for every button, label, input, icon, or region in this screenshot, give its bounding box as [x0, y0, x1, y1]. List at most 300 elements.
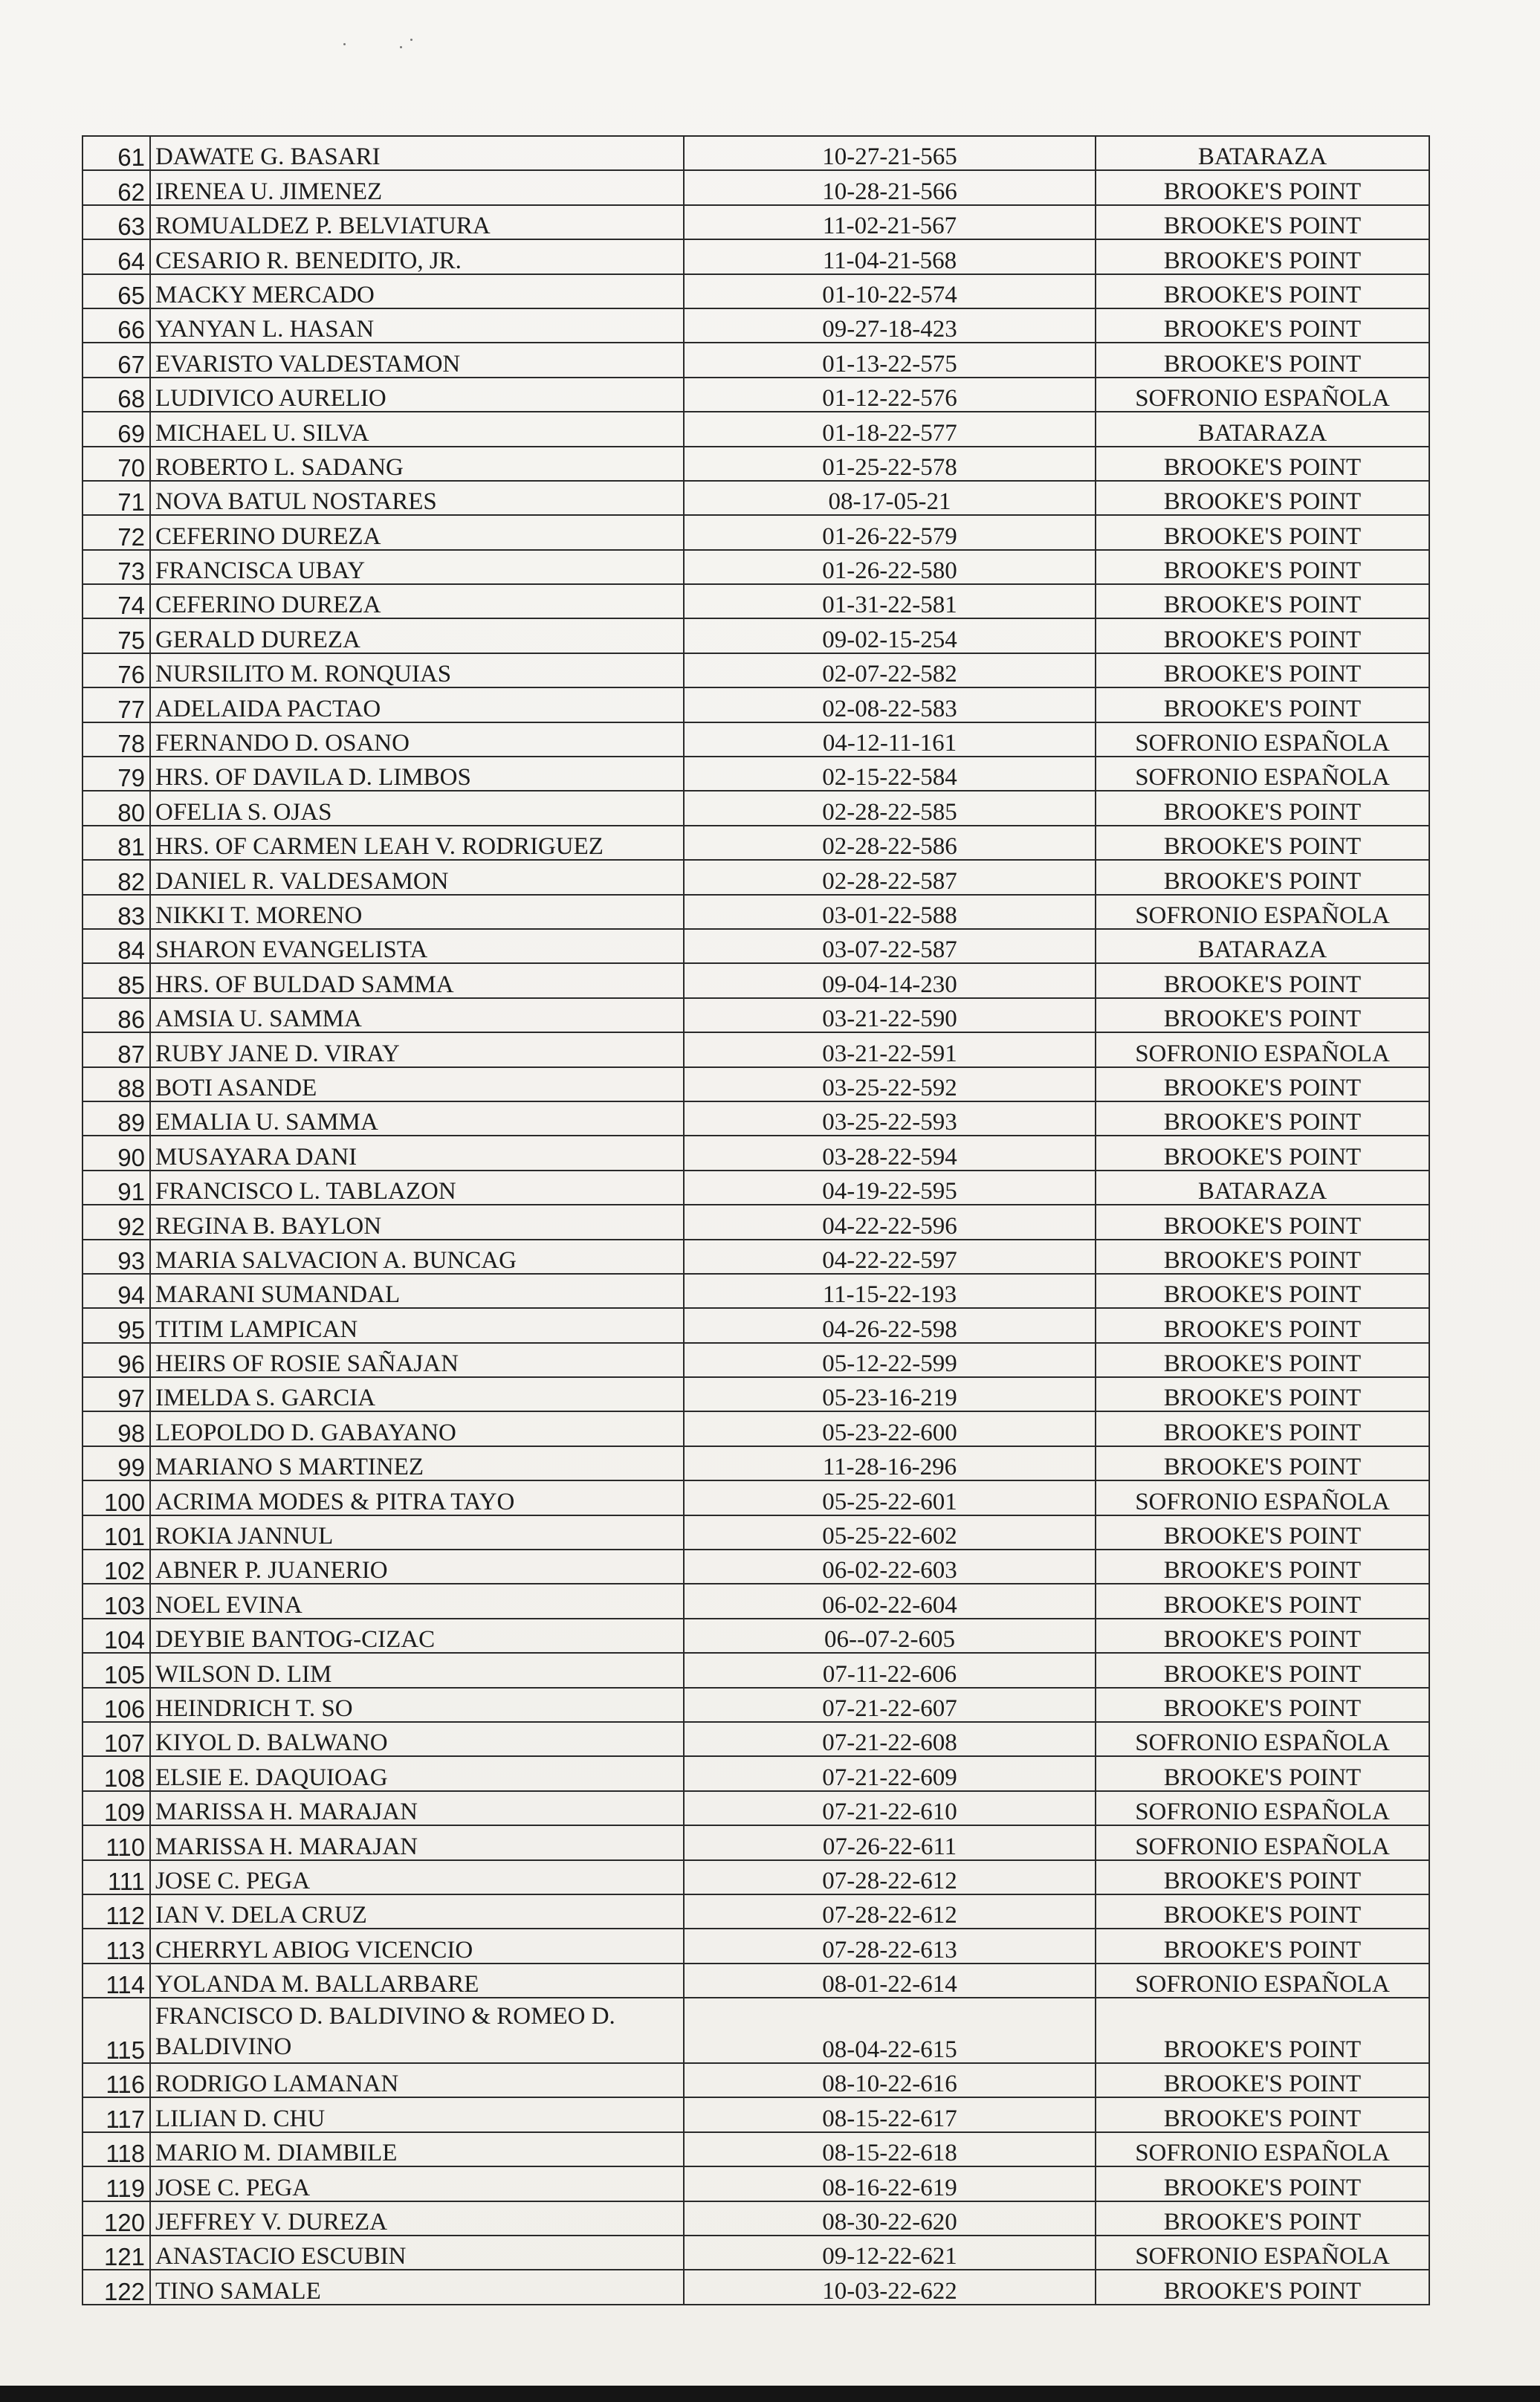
row-code: 01-26-22-579 — [684, 515, 1096, 549]
row-number: 113 — [82, 1929, 150, 1963]
row-place: BROOKE'S POINT — [1096, 1653, 1429, 1687]
table-row — [82, 2270, 1429, 2304]
row-place: SOFRONIO ESPAÑOLA — [1096, 722, 1429, 757]
row-name: AMSIA U. SAMMA — [150, 998, 684, 1032]
row-code: 08-15-22-618 — [684, 2132, 1096, 2166]
row-number: 97 — [82, 1377, 150, 1411]
records-table-body — [82, 136, 1429, 2305]
row-name: GERALD DUREZA — [150, 618, 684, 653]
row-name: LEOPOLDO D. GABAYANO — [150, 1411, 684, 1446]
row-number: 87 — [82, 1032, 150, 1066]
row-place: BROOKE'S POINT — [1096, 687, 1429, 722]
row-code: 06-02-22-603 — [684, 1550, 1096, 1584]
row-number: 83 — [82, 895, 150, 929]
row-number: 78 — [82, 722, 150, 757]
table-row — [82, 1446, 1429, 1480]
row-number: 62 — [82, 170, 150, 204]
row-place: BROOKE'S POINT — [1096, 1067, 1429, 1101]
row-number: 115 — [82, 1998, 150, 2063]
row-place: BROOKE'S POINT — [1096, 1240, 1429, 1274]
table-row — [82, 170, 1429, 204]
table-row — [82, 895, 1429, 929]
table-row — [82, 1067, 1429, 1101]
row-number: 101 — [82, 1515, 150, 1550]
row-name: HEIRS OF ROSIE SAÑAJAN — [150, 1343, 684, 1377]
row-name: IRENEA U. JIMENEZ — [150, 170, 684, 204]
table-row — [82, 1756, 1429, 1790]
row-code: 01-25-22-578 — [684, 447, 1096, 481]
table-row — [82, 1550, 1429, 1584]
row-code: 01-26-22-580 — [684, 550, 1096, 584]
row-place: BROOKE'S POINT — [1096, 1894, 1429, 1929]
row-place: BATARAZA — [1096, 136, 1429, 170]
row-code: 07-21-22-610 — [684, 1791, 1096, 1825]
scan-speck — [343, 43, 346, 45]
table-row — [82, 343, 1429, 377]
row-name: ANASTACIO ESCUBIN — [150, 2236, 684, 2270]
row-place: BROOKE'S POINT — [1096, 170, 1429, 204]
table-row — [82, 2201, 1429, 2236]
row-code: 03-07-22-587 — [684, 929, 1096, 963]
row-code: 09-12-22-621 — [684, 2236, 1096, 2270]
row-code: 03-25-22-593 — [684, 1101, 1096, 1136]
row-code: 04-12-11-161 — [684, 722, 1096, 757]
row-place: BROOKE'S POINT — [1096, 1619, 1429, 1653]
row-code: 11-02-21-567 — [684, 205, 1096, 239]
table-row — [82, 412, 1429, 446]
row-code: 08-01-22-614 — [684, 1964, 1096, 1998]
row-number: 84 — [82, 929, 150, 963]
table-row — [82, 205, 1429, 239]
row-name: HRS. OF DAVILA D. LIMBOS — [150, 757, 684, 791]
row-name: ACRIMA MODES & PITRA TAYO — [150, 1480, 684, 1515]
row-number: 69 — [82, 412, 150, 446]
row-code: 03-21-22-590 — [684, 998, 1096, 1032]
row-number: 61 — [82, 136, 150, 170]
row-code: 03-28-22-594 — [684, 1136, 1096, 1170]
row-place: BROOKE'S POINT — [1096, 963, 1429, 997]
row-number: 118 — [82, 2132, 150, 2166]
row-name: SHARON EVANGELISTA — [150, 929, 684, 963]
row-number: 117 — [82, 2097, 150, 2131]
row-name: MICHAEL U. SILVA — [150, 412, 684, 446]
row-name: MARIA SALVACION A. BUNCAG — [150, 1240, 684, 1274]
row-code: 04-26-22-598 — [684, 1308, 1096, 1342]
row-place: BATARAZA — [1096, 929, 1429, 963]
row-name: YANYAN L. HASAN — [150, 308, 684, 343]
table-row — [82, 2097, 1429, 2131]
row-name: REGINA B. BAYLON — [150, 1205, 684, 1239]
table-row — [82, 1101, 1429, 1136]
row-code: 07-21-22-607 — [684, 1688, 1096, 1722]
table-row — [82, 2063, 1429, 2097]
row-number: 80 — [82, 791, 150, 825]
row-number: 95 — [82, 1308, 150, 1342]
row-place: BROOKE'S POINT — [1096, 2166, 1429, 2201]
row-code: 07-21-22-609 — [684, 1756, 1096, 1790]
row-place: BATARAZA — [1096, 412, 1429, 446]
row-code: 06-02-22-604 — [684, 1584, 1096, 1618]
row-number: 102 — [82, 1550, 150, 1584]
table-row — [82, 1998, 1429, 2063]
table-row — [82, 481, 1429, 515]
row-number: 82 — [82, 860, 150, 894]
row-number: 67 — [82, 343, 150, 377]
row-place: BROOKE'S POINT — [1096, 1101, 1429, 1136]
row-name: MUSAYARA DANI — [150, 1136, 684, 1170]
row-name: CHERRYL ABIOG VICENCIO — [150, 1929, 684, 1963]
row-name: MACKY MERCADO — [150, 274, 684, 308]
row-code: 03-21-22-591 — [684, 1032, 1096, 1066]
row-name: FERNANDO D. OSANO — [150, 722, 684, 757]
table-row — [82, 687, 1429, 722]
table-row — [82, 1032, 1429, 1066]
table-row — [82, 1171, 1429, 1205]
row-name: ROBERTO L. SADANG — [150, 447, 684, 481]
row-number: 106 — [82, 1688, 150, 1722]
row-name: NOEL EVINA — [150, 1584, 684, 1618]
row-code: 07-11-22-606 — [684, 1653, 1096, 1687]
row-code: 01-13-22-575 — [684, 343, 1096, 377]
row-name: MARISSA H. MARAJAN — [150, 1825, 684, 1859]
row-name: MARISSA H. MARAJAN — [150, 1791, 684, 1825]
row-code: 01-31-22-581 — [684, 584, 1096, 618]
table-row — [82, 2166, 1429, 2201]
row-code: 03-01-22-588 — [684, 895, 1096, 929]
row-name: WILSON D. LIM — [150, 1653, 684, 1687]
table-row — [82, 1480, 1429, 1515]
row-name: HRS. OF BULDAD SAMMA — [150, 963, 684, 997]
table-row — [82, 136, 1429, 170]
table-row — [82, 929, 1429, 963]
row-place: BROOKE'S POINT — [1096, 618, 1429, 653]
row-name: FRANCISCO D. BALDIVINO & ROMEO D. BALDIVINO — [150, 1998, 684, 2063]
row-number: 81 — [82, 826, 150, 860]
row-name: ROKIA JANNUL — [150, 1515, 684, 1550]
row-number: 103 — [82, 1584, 150, 1618]
table-row — [82, 618, 1429, 653]
table-row — [82, 550, 1429, 584]
row-place: SOFRONIO ESPAÑOLA — [1096, 895, 1429, 929]
row-code: 06--07-2-605 — [684, 1619, 1096, 1653]
row-name: ROMUALDEZ P. BELVIATURA — [150, 205, 684, 239]
row-name: DEYBIE BANTOG-CIZAC — [150, 1619, 684, 1653]
row-code: 02-15-22-584 — [684, 757, 1096, 791]
table-row — [82, 1308, 1429, 1342]
row-place: BROOKE'S POINT — [1096, 239, 1429, 273]
row-code: 10-03-22-622 — [684, 2270, 1096, 2304]
row-name: OFELIA S. OJAS — [150, 791, 684, 825]
row-place: BROOKE'S POINT — [1096, 1343, 1429, 1377]
row-place: BROOKE'S POINT — [1096, 481, 1429, 515]
row-place: BROOKE'S POINT — [1096, 584, 1429, 618]
row-code: 05-25-22-602 — [684, 1515, 1096, 1550]
table-row — [82, 1929, 1429, 1963]
row-number: 96 — [82, 1343, 150, 1377]
row-name: HEINDRICH T. SO — [150, 1688, 684, 1722]
row-code: 11-04-21-568 — [684, 239, 1096, 273]
row-code: 05-23-16-219 — [684, 1377, 1096, 1411]
row-number: 94 — [82, 1274, 150, 1308]
row-place: BROOKE'S POINT — [1096, 550, 1429, 584]
table-row — [82, 653, 1429, 687]
row-code: 04-19-22-595 — [684, 1171, 1096, 1205]
table-row — [82, 2132, 1429, 2166]
row-code: 11-15-22-193 — [684, 1274, 1096, 1308]
row-place: BROOKE'S POINT — [1096, 1584, 1429, 1618]
table-row — [82, 1584, 1429, 1618]
table-row — [82, 860, 1429, 894]
row-name: ABNER P. JUANERIO — [150, 1550, 684, 1584]
row-number: 64 — [82, 239, 150, 273]
row-place: BROOKE'S POINT — [1096, 1688, 1429, 1722]
row-name: FRANCISCO L. TABLAZON — [150, 1171, 684, 1205]
row-code: 11-28-16-296 — [684, 1446, 1096, 1480]
table-row — [82, 1343, 1429, 1377]
row-code: 07-21-22-608 — [684, 1722, 1096, 1756]
row-number: 108 — [82, 1756, 150, 1790]
scan-speck — [410, 39, 412, 41]
row-place: BROOKE'S POINT — [1096, 998, 1429, 1032]
table-row — [82, 1825, 1429, 1859]
table-row — [82, 1377, 1429, 1411]
row-number: 71 — [82, 481, 150, 515]
row-number: 66 — [82, 308, 150, 343]
row-place: SOFRONIO ESPAÑOLA — [1096, 1480, 1429, 1515]
row-name: EVARISTO VALDESTAMON — [150, 343, 684, 377]
row-name: LILIAN D. CHU — [150, 2097, 684, 2131]
row-place: BROOKE'S POINT — [1096, 1274, 1429, 1308]
row-place: BROOKE'S POINT — [1096, 1205, 1429, 1239]
row-code: 08-16-22-619 — [684, 2166, 1096, 2201]
row-name: JOSE C. PEGA — [150, 2166, 684, 2201]
table-row — [82, 1515, 1429, 1550]
table-row — [82, 2236, 1429, 2270]
row-name: CEFERINO DUREZA — [150, 515, 684, 549]
table-row — [82, 1722, 1429, 1756]
row-place: BROOKE'S POINT — [1096, 1446, 1429, 1480]
row-name: YOLANDA M. BALLARBARE — [150, 1964, 684, 1998]
row-name: HRS. OF CARMEN LEAH V. RODRIGUEZ — [150, 826, 684, 860]
table-row — [82, 274, 1429, 308]
row-name: CESARIO R. BENEDITO, JR. — [150, 239, 684, 273]
row-place: BROOKE'S POINT — [1096, 1377, 1429, 1411]
table-row — [82, 963, 1429, 997]
row-place: BROOKE'S POINT — [1096, 1860, 1429, 1894]
row-code: 02-28-22-587 — [684, 860, 1096, 894]
row-number: 89 — [82, 1101, 150, 1136]
row-name: RUBY JANE D. VIRAY — [150, 1032, 684, 1066]
row-code: 05-25-22-601 — [684, 1480, 1096, 1515]
row-code: 05-23-22-600 — [684, 1411, 1096, 1446]
row-number: 99 — [82, 1446, 150, 1480]
row-place: BROOKE'S POINT — [1096, 515, 1429, 549]
row-number: 100 — [82, 1480, 150, 1515]
row-name: DANIEL R. VALDESAMON — [150, 860, 684, 894]
table-row — [82, 378, 1429, 412]
row-place: BROOKE'S POINT — [1096, 1136, 1429, 1170]
row-code: 02-28-22-586 — [684, 826, 1096, 860]
row-number: 77 — [82, 687, 150, 722]
row-number: 109 — [82, 1791, 150, 1825]
table-row — [82, 1688, 1429, 1722]
row-number: 85 — [82, 963, 150, 997]
row-place: BROOKE'S POINT — [1096, 343, 1429, 377]
row-code: 04-22-22-596 — [684, 1205, 1096, 1239]
table-row — [82, 826, 1429, 860]
row-code: 07-28-22-612 — [684, 1860, 1096, 1894]
row-name: IMELDA S. GARCIA — [150, 1377, 684, 1411]
row-place: BROOKE'S POINT — [1096, 205, 1429, 239]
row-number: 93 — [82, 1240, 150, 1274]
row-code: 08-10-22-616 — [684, 2063, 1096, 2097]
row-place: BROOKE'S POINT — [1096, 826, 1429, 860]
row-name: KIYOL D. BALWANO — [150, 1722, 684, 1756]
row-code: 09-04-14-230 — [684, 963, 1096, 997]
row-place: BROOKE'S POINT — [1096, 1998, 1429, 2063]
row-number: 74 — [82, 584, 150, 618]
records-table — [82, 135, 1430, 2305]
row-number: 90 — [82, 1136, 150, 1170]
row-place: BROOKE'S POINT — [1096, 1411, 1429, 1446]
row-number: 88 — [82, 1067, 150, 1101]
row-number: 79 — [82, 757, 150, 791]
row-code: 03-25-22-592 — [684, 1067, 1096, 1101]
row-place: BROOKE'S POINT — [1096, 2270, 1429, 2304]
row-code: 01-10-22-574 — [684, 274, 1096, 308]
row-name: ADELAIDA PACTAO — [150, 687, 684, 722]
row-name: NIKKI T. MORENO — [150, 895, 684, 929]
row-name: NURSILITO M. RONQUIAS — [150, 653, 684, 687]
table-row — [82, 1653, 1429, 1687]
row-place: BROOKE'S POINT — [1096, 1756, 1429, 1790]
table-row — [82, 515, 1429, 549]
row-number: 107 — [82, 1722, 150, 1756]
row-code: 08-17-05-21 — [684, 481, 1096, 515]
row-name: NOVA BATUL NOSTARES — [150, 481, 684, 515]
row-name: TINO SAMALE — [150, 2270, 684, 2304]
row-code: 07-26-22-611 — [684, 1825, 1096, 1859]
row-place: SOFRONIO ESPAÑOLA — [1096, 378, 1429, 412]
row-name: FRANCISCA UBAY — [150, 550, 684, 584]
row-code: 09-27-18-423 — [684, 308, 1096, 343]
row-name: BOTI ASANDE — [150, 1067, 684, 1101]
table-row — [82, 1860, 1429, 1894]
row-number: 120 — [82, 2201, 150, 2236]
row-number: 98 — [82, 1411, 150, 1446]
table-row — [82, 1411, 1429, 1446]
table-row — [82, 757, 1429, 791]
row-name: MARANI SUMANDAL — [150, 1274, 684, 1308]
row-name: CEFERINO DUREZA — [150, 584, 684, 618]
row-number: 86 — [82, 998, 150, 1032]
row-code: 07-28-22-612 — [684, 1894, 1096, 1929]
table-row — [82, 1205, 1429, 1239]
row-code: 08-15-22-617 — [684, 2097, 1096, 2131]
row-place: BROOKE'S POINT — [1096, 791, 1429, 825]
row-code: 01-12-22-576 — [684, 378, 1096, 412]
row-number: 76 — [82, 653, 150, 687]
row-place: BROOKE'S POINT — [1096, 1929, 1429, 1963]
row-number: 63 — [82, 205, 150, 239]
row-place: BROOKE'S POINT — [1096, 653, 1429, 687]
row-number: 116 — [82, 2063, 150, 2097]
row-place: BROOKE'S POINT — [1096, 274, 1429, 308]
row-number: 72 — [82, 515, 150, 549]
row-number: 68 — [82, 378, 150, 412]
table-row — [82, 447, 1429, 481]
scan-speck — [400, 46, 402, 48]
row-name: JOSE C. PEGA — [150, 1860, 684, 1894]
table-row — [82, 239, 1429, 273]
row-place: BROOKE'S POINT — [1096, 2201, 1429, 2236]
row-number: 91 — [82, 1171, 150, 1205]
row-code: 07-28-22-613 — [684, 1929, 1096, 1963]
row-code: 09-02-15-254 — [684, 618, 1096, 653]
row-name: JEFFREY V. DUREZA — [150, 2201, 684, 2236]
row-place: BROOKE'S POINT — [1096, 447, 1429, 481]
row-number: 121 — [82, 2236, 150, 2270]
table-row — [82, 308, 1429, 343]
row-place: SOFRONIO ESPAÑOLA — [1096, 1825, 1429, 1859]
row-code: 05-12-22-599 — [684, 1343, 1096, 1377]
row-place: BROOKE'S POINT — [1096, 308, 1429, 343]
row-place: SOFRONIO ESPAÑOLA — [1096, 1791, 1429, 1825]
row-place: BROOKE'S POINT — [1096, 860, 1429, 894]
row-place: SOFRONIO ESPAÑOLA — [1096, 1722, 1429, 1756]
row-place: SOFRONIO ESPAÑOLA — [1096, 1964, 1429, 1998]
row-name: ELSIE E. DAQUIOAG — [150, 1756, 684, 1790]
row-place: SOFRONIO ESPAÑOLA — [1096, 2236, 1429, 2270]
table-row — [82, 584, 1429, 618]
row-number: 111 — [82, 1860, 150, 1894]
row-name: EMALIA U. SAMMA — [150, 1101, 684, 1136]
row-name: TITIM LAMPICAN — [150, 1308, 684, 1342]
row-number: 70 — [82, 447, 150, 481]
table-row — [82, 722, 1429, 757]
row-place: SOFRONIO ESPAÑOLA — [1096, 757, 1429, 791]
row-number: 112 — [82, 1894, 150, 1929]
table-row — [82, 1240, 1429, 1274]
row-place: BROOKE'S POINT — [1096, 2097, 1429, 2131]
table-row — [82, 791, 1429, 825]
row-name: MARIO M. DIAMBILE — [150, 2132, 684, 2166]
row-number: 119 — [82, 2166, 150, 2201]
row-code: 10-28-21-566 — [684, 170, 1096, 204]
row-number: 105 — [82, 1653, 150, 1687]
row-code: 01-18-22-577 — [684, 412, 1096, 446]
row-code: 02-28-22-585 — [684, 791, 1096, 825]
row-code: 02-07-22-582 — [684, 653, 1096, 687]
table-row — [82, 1964, 1429, 1998]
row-code: 10-27-21-565 — [684, 136, 1096, 170]
table-row — [82, 998, 1429, 1032]
row-number: 75 — [82, 618, 150, 653]
table-row — [82, 1274, 1429, 1308]
scan-edge-shadow — [0, 2386, 1540, 2402]
table-row — [82, 1136, 1429, 1170]
row-name: LUDIVICO AURELIO — [150, 378, 684, 412]
table-row — [82, 1619, 1429, 1653]
row-name: DAWATE G. BASARI — [150, 136, 684, 170]
row-number: 110 — [82, 1825, 150, 1859]
row-place: SOFRONIO ESPAÑOLA — [1096, 2132, 1429, 2166]
row-place: BROOKE'S POINT — [1096, 2063, 1429, 2097]
row-number: 65 — [82, 274, 150, 308]
row-place: BROOKE'S POINT — [1096, 1308, 1429, 1342]
table-row — [82, 1791, 1429, 1825]
row-code: 08-04-22-615 — [684, 1998, 1096, 2063]
